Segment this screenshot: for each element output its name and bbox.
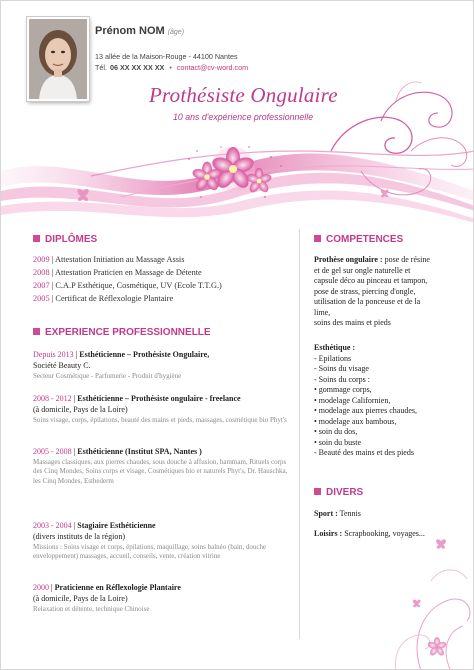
diploma-item: 2007 | C.A.P Esthétique, Cosmétique, UV (Ecole T.T.G.) bbox=[33, 281, 222, 290]
experience-item: 2005 - 2008 | Esthéticienne (Institut SPA, Nantes ) Massages classiques, aux pierres chaudes, sous douche à affusion, hammam, Rituels corps des Cinq Mondes, Soins corps et visage, Cosmétiques bio et naturels Phyt's, Dr. Hauschka, les Cinq Mondes, Esthederm bbox=[33, 447, 288, 485]
skill-item: • modelage Californien, bbox=[314, 395, 391, 405]
experience-item: 2000 | Praticienne en Réflexologie Plantaire (à domicile, Pays de la Loire) Relaxation et détente, technique Chinoise bbox=[33, 583, 181, 613]
square-bullet-icon bbox=[33, 235, 40, 242]
section-title-competences: COMPETENCES bbox=[314, 234, 403, 245]
skill-item: • modelage aux pierres chaudes, bbox=[314, 406, 417, 415]
skill-item: - Soins du visage bbox=[314, 364, 369, 373]
diploma-item: 2008 | Attestation Praticien en Massage de Détente bbox=[33, 268, 202, 277]
diploma-item: 2009 | Attestation Initiation au Massage Assis bbox=[33, 255, 185, 264]
experience-item: Depuis 2013 | Esthéticienne – Prothésiste Ongulaire, Société Beauty C. Secteur Cosmétique - Parfumerie - Produit d'hygiène bbox=[33, 350, 210, 380]
skill-item: • soin du dos, bbox=[314, 427, 358, 436]
square-bullet-icon bbox=[314, 235, 321, 242]
competences-prothese: Prothèse ongulaire : pose de résine et de gel sur ongle naturelle et capsule déco au pinceau et tampon, pose de strass, piercing d'ongle, utilisation de la ponceuse et de la lime, soins des mains et pieds bbox=[314, 255, 430, 327]
skill-item: - Epilations bbox=[314, 353, 352, 363]
skill-item: - Soins du corps : bbox=[314, 374, 370, 384]
skill-item: • modelage aux bambous, bbox=[314, 416, 397, 426]
profile-photo bbox=[27, 17, 89, 101]
skill-item: • soin du buste bbox=[314, 437, 362, 447]
skill-item: • gommage corps, bbox=[314, 385, 372, 394]
square-bullet-icon bbox=[314, 488, 321, 495]
divers-loisirs: Loisirs : Scrapbooking, voyages... bbox=[314, 529, 425, 538]
skill-item: - Beauté des mains et des pieds bbox=[314, 448, 414, 457]
name-text: Prénom NOM bbox=[95, 25, 165, 37]
experience-subtitle: 10 ans d'expérience professionnelle bbox=[173, 112, 314, 122]
section-title-divers: DIVERS bbox=[314, 487, 363, 498]
column-divider bbox=[299, 229, 300, 639]
square-bullet-icon bbox=[33, 328, 40, 335]
experience-item: 2008 - 2012 | Esthéticienne – Prothésiste ongulaire - freelance (à domicile, Pays de la Loire) Soins visage, corps, épilations, beauté des mains et pieds, massages, cosmétique bio Phyt's bbox=[33, 394, 287, 424]
competences-esthetique: Esthétique : - Epilations - Soins du visage - Soins du corps : • gommage corps, • modelage Californien, • modelage aux pierres chaudes, • modelage aux bambous, • soin du dos, • soin du buste - Beauté des mains et des pieds bbox=[314, 343, 464, 459]
job-title: Prothésiste Ongulaire bbox=[149, 83, 338, 107]
section-title-diplomes: DIPLÔMES bbox=[33, 234, 97, 245]
tel-label: Tél. bbox=[95, 63, 107, 72]
portrait-image bbox=[29, 19, 87, 99]
experience-item: 2003 - 2004 | Stagiaire Esthéticienne (divers instituts de la région) Missions : Soins visage et corps, épilations, maquillage, soins balnéo (bain, douche enveloppement) massages, accueil, conseils, vente, création vitrine bbox=[33, 521, 267, 561]
age-text: (âge) bbox=[167, 29, 185, 36]
separator-dot: • bbox=[169, 63, 172, 72]
phone-number[interactable]: 06 XX XX XX XX bbox=[109, 63, 165, 72]
section-title-experience: EXPERIENCE PROFESSIONNELLE bbox=[33, 327, 211, 338]
address: 13 allée de la Maison-Rouge - 44100 Nantes bbox=[95, 52, 238, 61]
contact-line bbox=[95, 63, 248, 72]
candidate-name bbox=[95, 25, 184, 37]
divers-sport: Sport : Tennis bbox=[314, 509, 361, 518]
email-link[interactable]: contact@cv-word.com bbox=[176, 63, 249, 72]
diploma-item: 2005 | Certificat de Réflexologie Plantaire bbox=[33, 294, 174, 303]
